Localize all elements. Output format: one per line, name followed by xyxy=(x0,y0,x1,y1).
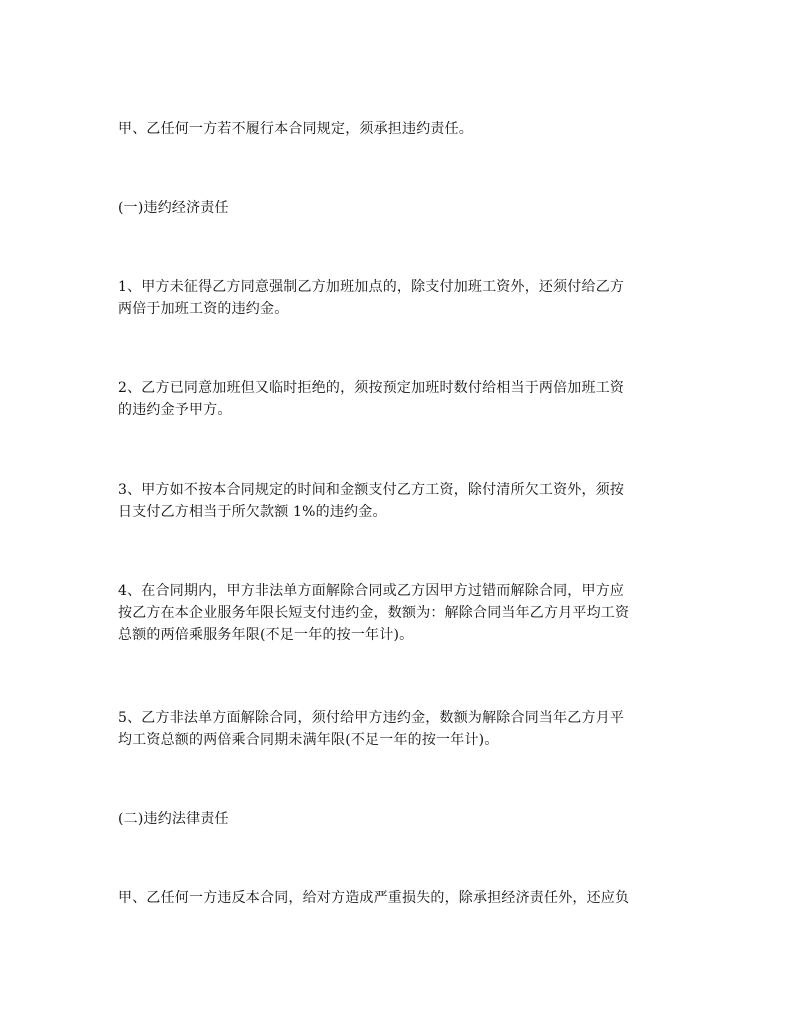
text-line: 按乙方在本企业服务年限长短支付违约金，数额为：解除合同当年乙方月平均工资 xyxy=(118,605,630,621)
text-line: 4、在合同期内，甲方非法单方面解除合同或乙方因甲方过错而解除合同，甲方应 xyxy=(118,583,625,599)
text-line: 3、甲方如不按本合同规定的时间和金额支付乙方工资，除付清所欠工资外，须按 xyxy=(118,482,625,498)
text-line: 5、乙方非法单方面解除合同，须付给甲方违约金，数额为解除合同当年乙方月平 xyxy=(118,710,625,726)
clause-1 xyxy=(118,276,680,320)
text-line: 的违约金予甲方。 xyxy=(118,402,232,418)
text-line: 2、乙方已同意加班但又临时拒绝的，须按预定加班时数付给相当于两倍加班工资 xyxy=(118,380,625,396)
clause-2 xyxy=(118,377,680,421)
text-line: 甲、乙任何一方违反本合同，给对方造成严重损失的，除承担经济责任外，还应负 xyxy=(118,890,630,906)
clause-3 xyxy=(118,479,680,523)
text-line: 1、甲方未征得乙方同意强制乙方加班加点的，除支付加班工资外，还须付给乙方 xyxy=(118,279,625,295)
text-line: (一)违约经济责任 xyxy=(118,200,229,216)
text-line: 日支付乙方相当于所欠款额 1%的违约金。 xyxy=(118,504,387,520)
text-line: 甲、乙任何一方若不履行本合同规定，须承担违约责任。 xyxy=(118,121,473,137)
section-heading-legal-liability xyxy=(118,808,680,830)
text-line: (二)违约法律责任 xyxy=(118,811,229,827)
clause-5 xyxy=(118,707,680,751)
paragraph-breach-intro xyxy=(118,118,680,140)
text-line: 两倍于加班工资的违约金。 xyxy=(118,301,289,317)
paragraph-legal-liability xyxy=(118,887,680,909)
clause-4 xyxy=(118,580,680,646)
text-line: 总额的两倍乘服务年限(不足一年的按一年计)。 xyxy=(118,627,414,643)
section-heading-economic-liability xyxy=(118,197,680,219)
text-line: 均工资总额的两倍乘合同期未满年限(不足一年的按一年计)。 xyxy=(118,732,499,748)
